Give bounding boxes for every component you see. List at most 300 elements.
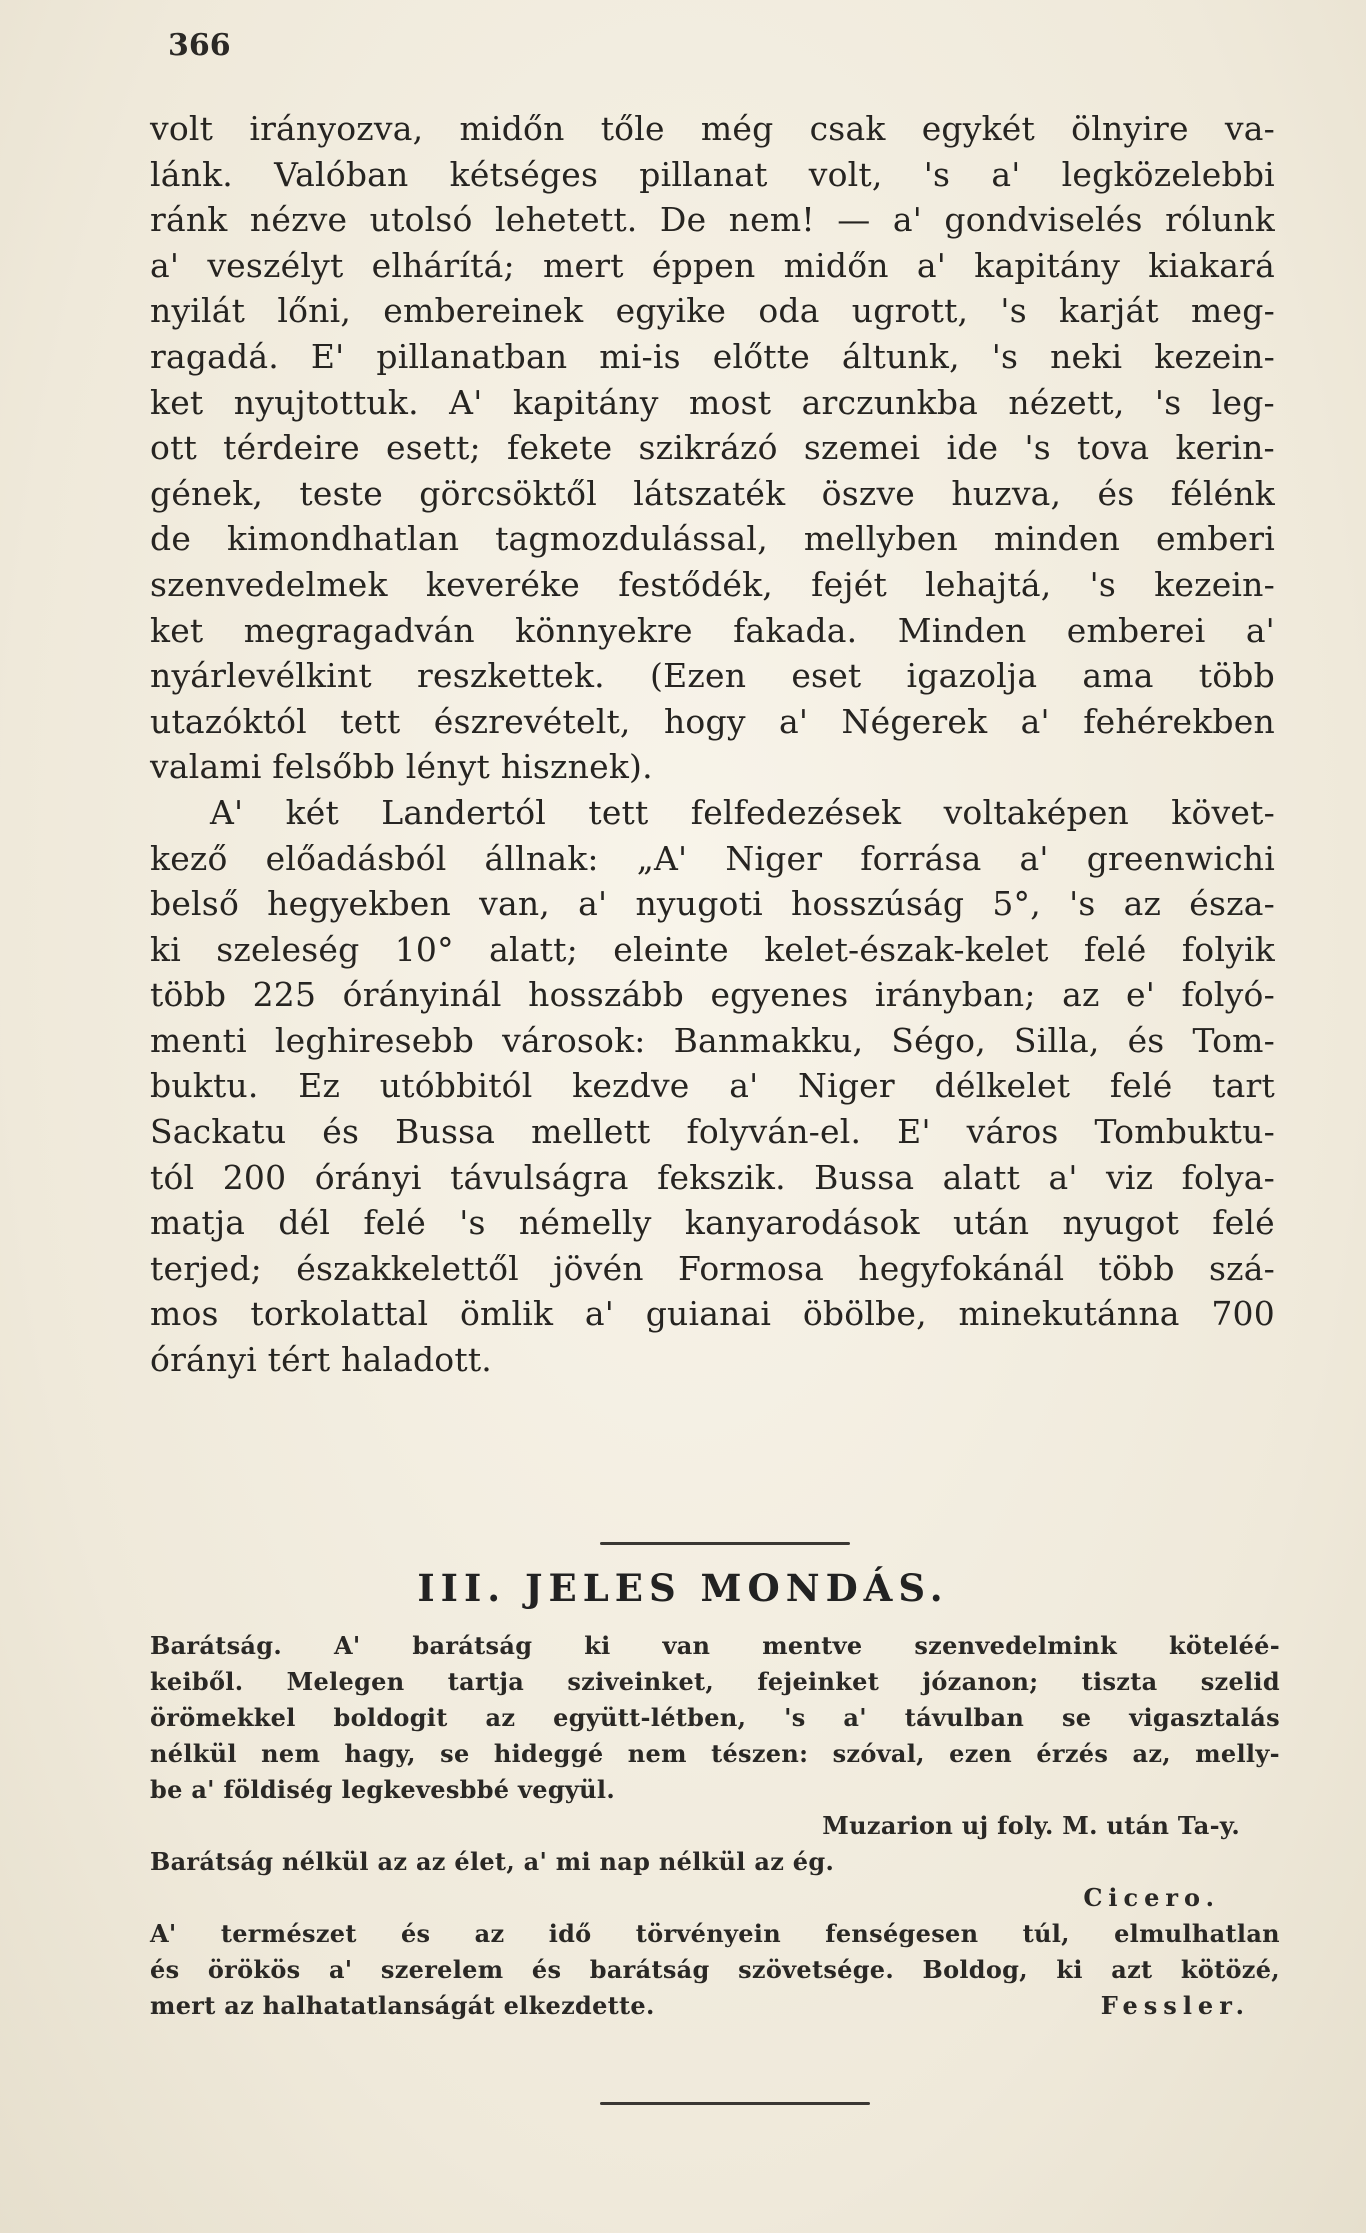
word: az xyxy=(1123,884,1162,924)
word: kezein- xyxy=(1154,564,1275,604)
word: tért xyxy=(267,1340,331,1380)
word: A' xyxy=(449,382,483,422)
word: haladott. xyxy=(341,1340,492,1380)
text-line xyxy=(150,1109,1275,1155)
quote-line xyxy=(150,1664,1280,1700)
word: elhárítá; xyxy=(371,245,515,285)
word: karját xyxy=(1059,291,1159,331)
word: nézve xyxy=(249,200,348,240)
word: és xyxy=(150,1955,180,1984)
word: ki xyxy=(150,929,181,969)
word: előtte xyxy=(712,336,810,376)
word: — xyxy=(837,200,871,240)
text-line xyxy=(150,562,1275,608)
word: E' xyxy=(897,1112,931,1152)
word: elmulhatlan xyxy=(1114,1919,1280,1948)
word: egyike xyxy=(615,291,727,331)
word: órányinál xyxy=(342,975,502,1015)
word: volt xyxy=(150,109,214,148)
word: minekutánna xyxy=(958,1294,1180,1334)
word: arczunkba xyxy=(801,382,979,422)
word: buktu. xyxy=(150,1066,259,1106)
word: az, xyxy=(1132,1739,1171,1768)
word: keiből. xyxy=(150,1667,244,1696)
word: kanyarodások xyxy=(684,1203,920,1243)
word: folya- xyxy=(1181,1157,1275,1197)
word: ömlik xyxy=(459,1294,554,1334)
word: örömekkel xyxy=(150,1703,296,1732)
section-divider-top xyxy=(600,1542,850,1545)
word: lehetett. xyxy=(495,200,638,240)
word: és xyxy=(322,1112,360,1152)
text-line xyxy=(150,608,1275,654)
word: a' xyxy=(779,701,809,741)
word: távulban xyxy=(904,1703,1025,1732)
word: a' xyxy=(150,245,180,285)
word: fejét xyxy=(811,564,887,604)
word: öszve xyxy=(821,473,916,513)
word: azt xyxy=(1111,1955,1153,1984)
word: neki xyxy=(1050,336,1123,376)
word: lényt xyxy=(405,747,490,787)
word: északkelettől xyxy=(296,1248,519,1288)
word: ama xyxy=(1082,656,1154,696)
word: se xyxy=(440,1739,470,1768)
word: fenségesen xyxy=(825,1919,979,1948)
word: 's xyxy=(923,154,951,194)
word: látszaték xyxy=(633,473,786,513)
word: érzés xyxy=(1036,1739,1109,1768)
attribution-fessler: Fessler. xyxy=(1100,1991,1250,2020)
word: Tom- xyxy=(1192,1020,1275,1060)
word: Niger xyxy=(725,838,823,878)
word: be xyxy=(150,1775,183,1804)
page-number: 366 xyxy=(168,28,231,63)
word: vigasztalás xyxy=(1129,1703,1280,1732)
text-line xyxy=(150,836,1275,882)
word: hegyfokánál xyxy=(858,1248,1065,1288)
word: egykét xyxy=(921,109,1035,148)
word: eleinte xyxy=(613,929,729,969)
word: tiszta xyxy=(1081,1667,1158,1696)
word: irányozva, xyxy=(249,109,424,148)
word: a' xyxy=(991,154,1021,194)
word: a' xyxy=(892,200,923,240)
word: mi-is xyxy=(599,336,681,376)
word: fakada. xyxy=(733,610,858,650)
word: minden xyxy=(993,519,1121,559)
word: nyugoti xyxy=(635,884,763,924)
word: fekete xyxy=(507,428,613,468)
word: a' xyxy=(1048,1157,1078,1197)
word: mellett xyxy=(531,1112,651,1152)
word: utolsó xyxy=(369,200,473,240)
word: 10° xyxy=(394,929,454,969)
word: hosszább xyxy=(528,975,685,1015)
word: legkevesbbé xyxy=(341,1775,510,1804)
word: keveréke xyxy=(425,564,581,604)
word: barátság xyxy=(589,1955,710,1984)
word: természet xyxy=(220,1919,357,1948)
text-line xyxy=(150,1063,1275,1109)
text-line xyxy=(150,790,1275,836)
word: veszélyt xyxy=(207,245,344,285)
text-line xyxy=(150,425,1275,471)
word: esett; xyxy=(386,428,481,468)
word: ott xyxy=(150,428,197,468)
word: a' xyxy=(578,884,608,924)
word: alatt; xyxy=(489,929,578,969)
text-line xyxy=(150,197,1275,243)
word: tészen: xyxy=(711,1739,809,1768)
word: guianai xyxy=(645,1294,772,1334)
word: a' xyxy=(916,245,947,285)
word: sziveinket, xyxy=(567,1667,715,1696)
word: kimondhatlan xyxy=(226,519,460,559)
word: és xyxy=(1127,1020,1165,1060)
word: legközelebbi xyxy=(1061,154,1275,194)
word: hisznek). xyxy=(500,747,653,787)
word: délkelet xyxy=(934,1066,1071,1106)
word: huzva, xyxy=(951,473,1062,513)
word: Valóban xyxy=(274,154,409,194)
word: állnak: xyxy=(484,838,599,878)
word: 225 xyxy=(252,975,317,1015)
word: valami xyxy=(150,747,262,787)
text-line xyxy=(150,243,1275,289)
word: de xyxy=(150,519,192,559)
word: görcsöktől xyxy=(419,473,597,513)
word: Sackatu xyxy=(150,1112,287,1152)
word: gének, xyxy=(150,473,264,513)
word: 200 xyxy=(222,1157,287,1197)
word: idő xyxy=(548,1919,592,1948)
word: A' xyxy=(150,1919,177,1948)
word: rólunk xyxy=(1165,200,1275,240)
word: 's xyxy=(1089,564,1116,604)
word: felsőbb xyxy=(272,747,396,787)
word: mentve xyxy=(762,1631,863,1660)
quote-cicero xyxy=(150,1844,1280,1880)
word: folyik xyxy=(1181,929,1275,969)
word: va- xyxy=(1224,109,1275,148)
word: szá- xyxy=(1208,1248,1275,1288)
word: igazolja xyxy=(906,656,1038,696)
word: a' xyxy=(843,1703,867,1732)
word: követ- xyxy=(1171,792,1275,832)
word: pillanat xyxy=(639,154,768,194)
word: szövetsége. xyxy=(738,1955,895,1984)
quotes-block xyxy=(150,1628,1280,2024)
word: Niger xyxy=(798,1066,895,1106)
word: embereinek xyxy=(383,291,584,331)
word: felfedezések xyxy=(690,792,902,832)
word: barátság xyxy=(412,1631,533,1660)
word: hegyekben xyxy=(267,884,451,924)
text-line xyxy=(150,106,1275,152)
word: örökös xyxy=(207,1955,301,1984)
word: alatt xyxy=(942,1157,1021,1197)
word: tett xyxy=(340,701,401,741)
word: a' xyxy=(1245,610,1275,650)
word: Boldog, xyxy=(922,1955,1028,1984)
text-line xyxy=(150,1018,1275,1064)
text-line xyxy=(150,1200,1275,1246)
text-line xyxy=(150,927,1275,973)
word: tart xyxy=(1212,1066,1275,1106)
word: Silla, xyxy=(1013,1020,1100,1060)
word: megragadván xyxy=(243,610,475,650)
word: kapitány xyxy=(512,382,659,422)
text-line xyxy=(150,516,1275,562)
text-line xyxy=(150,653,1275,699)
word: ezen xyxy=(949,1739,1012,1768)
word: „A' xyxy=(636,838,688,878)
attribution-text: Cicero. xyxy=(1083,1883,1220,1912)
word: több xyxy=(150,975,227,1015)
word: 's xyxy=(1024,428,1051,468)
text-line xyxy=(150,380,1275,426)
word: van xyxy=(662,1631,711,1660)
word: nyárlevélkint xyxy=(150,656,372,696)
word: józanon; xyxy=(922,1667,1039,1696)
word: a' xyxy=(729,1066,759,1106)
quote-line xyxy=(150,1952,1280,1988)
text-line xyxy=(150,471,1275,517)
word: szerelem xyxy=(380,1955,504,1984)
text-line xyxy=(150,699,1275,745)
quote-line xyxy=(150,1916,1280,1952)
word: Ségo, xyxy=(891,1020,986,1060)
word: hogy xyxy=(663,701,746,741)
word: 's xyxy=(459,1203,486,1243)
word: 's xyxy=(1069,884,1096,924)
word: kelet-észak-kelet xyxy=(764,929,1049,969)
word: kező xyxy=(150,838,228,878)
word: ki xyxy=(1056,1955,1083,1984)
word: a' xyxy=(1020,701,1050,741)
word: szenvedelmink xyxy=(914,1631,1118,1660)
word: órányi xyxy=(314,1157,422,1197)
word: kezein- xyxy=(1154,336,1275,376)
word: távulságra xyxy=(450,1157,629,1197)
word: szemei xyxy=(803,428,921,468)
text-line xyxy=(150,152,1275,198)
word: Melegen xyxy=(286,1667,405,1696)
text-line xyxy=(150,334,1275,380)
word: földiség xyxy=(223,1775,333,1804)
word: mos xyxy=(150,1294,219,1334)
word: meg- xyxy=(1191,291,1275,331)
word: van, xyxy=(479,884,550,924)
word: szóval, xyxy=(832,1739,925,1768)
word: kapitány xyxy=(974,245,1121,285)
word: fejeinket xyxy=(757,1667,880,1696)
word: 700 xyxy=(1211,1294,1275,1334)
word: Ez xyxy=(298,1066,341,1106)
word: vegyül. xyxy=(518,1775,615,1804)
word: Minden xyxy=(897,610,1027,650)
word: (Ezen xyxy=(650,656,747,696)
word: szenvedelmek xyxy=(150,564,388,604)
word: után xyxy=(952,1203,1030,1243)
word: Banmakku, xyxy=(673,1020,864,1060)
word: csak xyxy=(809,109,886,148)
word: folyván-el. xyxy=(686,1112,862,1152)
word: lánk. xyxy=(150,154,233,194)
word: se xyxy=(1061,1703,1092,1732)
word: város xyxy=(966,1112,1059,1152)
word: teste xyxy=(299,473,383,513)
word: Barátság. xyxy=(150,1631,283,1660)
word: felé xyxy=(363,1203,427,1243)
word: oda xyxy=(758,291,820,331)
word: szeleség xyxy=(216,929,360,969)
word: mellyben xyxy=(803,519,958,559)
word: a' xyxy=(328,1955,353,1984)
word: szikrázó xyxy=(638,428,778,468)
word: belső xyxy=(150,884,240,924)
word: kétséges xyxy=(449,154,599,194)
quote-fessler-last-line xyxy=(150,1988,1280,2024)
word: midőn xyxy=(459,109,565,148)
word: órányi xyxy=(150,1340,257,1380)
word: nem! xyxy=(728,200,815,240)
text-line xyxy=(150,1291,1275,1337)
word: 's xyxy=(1000,291,1027,331)
word: szelid xyxy=(1200,1667,1280,1696)
word: túl, xyxy=(1022,1919,1070,1948)
section-divider-bottom xyxy=(600,2102,870,2105)
word: félénk xyxy=(1170,473,1275,513)
word: köteléé- xyxy=(1168,1631,1280,1660)
quote-line xyxy=(150,1700,1280,1736)
word: együtt-létben, xyxy=(553,1703,747,1732)
word: tett xyxy=(588,792,649,832)
word: 5°, xyxy=(992,884,1041,924)
text-line xyxy=(150,1155,1275,1201)
word: és xyxy=(1097,473,1135,513)
word: Formosa xyxy=(678,1248,824,1288)
word: Bussa xyxy=(395,1112,496,1152)
word: volt, xyxy=(808,154,883,194)
word: előadásból xyxy=(265,838,447,878)
word: leghiresebb xyxy=(274,1020,475,1060)
quote-line xyxy=(150,1736,1280,1772)
word: áltunk, xyxy=(841,336,960,376)
word: menti xyxy=(150,1020,247,1060)
word: 's xyxy=(991,336,1019,376)
word: leg- xyxy=(1211,382,1275,422)
word: utazóktól xyxy=(150,701,307,741)
word: eset xyxy=(791,656,862,696)
word: Bussa xyxy=(814,1157,915,1197)
word: észrevételt, xyxy=(433,701,631,741)
quote-text: mert az halhatatlanságát elkezdette. xyxy=(150,1991,655,2020)
word: ugrott, xyxy=(851,291,969,331)
word: éppen xyxy=(651,245,756,285)
word: nézett, xyxy=(1008,382,1125,422)
word: folyó- xyxy=(1181,975,1275,1015)
word: nem xyxy=(261,1739,321,1768)
word: az xyxy=(1062,975,1100,1015)
word: tova xyxy=(1077,428,1150,468)
word: nyilát xyxy=(150,291,246,331)
word: tőle xyxy=(600,109,665,148)
word: és xyxy=(400,1919,431,1948)
word: öbölbe, xyxy=(802,1294,927,1334)
word: emberi xyxy=(1155,519,1275,559)
word: nem xyxy=(627,1739,687,1768)
word: a' xyxy=(1019,838,1049,878)
word: több xyxy=(1098,1248,1175,1288)
word: az xyxy=(485,1703,516,1732)
attribution-cicero xyxy=(150,1880,1280,1916)
word: ki xyxy=(584,1631,611,1660)
text-line xyxy=(150,744,1275,790)
word: az xyxy=(474,1919,505,1948)
word: viz xyxy=(1106,1157,1154,1197)
word: A' xyxy=(333,1631,361,1660)
word: felé xyxy=(1083,929,1147,969)
word: fekszik. xyxy=(657,1157,786,1197)
word: irányban; xyxy=(874,975,1036,1015)
word: lehajtá, xyxy=(925,564,1052,604)
word: gondviselés xyxy=(944,200,1143,240)
word: boldogit xyxy=(333,1703,448,1732)
text-line xyxy=(150,972,1275,1018)
word: két xyxy=(285,792,339,832)
word: tagmozdulással, xyxy=(495,519,768,559)
word: kezdve xyxy=(572,1066,690,1106)
word: hosszúság xyxy=(790,884,965,924)
main-text-block xyxy=(150,106,1275,1383)
word: észa- xyxy=(1189,884,1275,924)
attribution-text: Muzarion uj foly. M. után Ta-y. xyxy=(822,1811,1240,1840)
word: greenwichi xyxy=(1086,838,1275,878)
word: festődék, xyxy=(618,564,773,604)
word: a' xyxy=(584,1294,615,1334)
word: reszkettek. xyxy=(416,656,605,696)
word: hideggé xyxy=(493,1739,604,1768)
word: ragadá. xyxy=(150,336,279,376)
word: ránk xyxy=(150,200,228,240)
word: térdeire xyxy=(223,428,360,468)
word: emberei xyxy=(1066,610,1206,650)
word: több xyxy=(1198,656,1275,696)
word: 's xyxy=(784,1703,806,1732)
word: dél xyxy=(278,1203,331,1243)
quote-line xyxy=(150,1628,1280,1664)
word: és xyxy=(531,1955,562,1984)
word: kötözé, xyxy=(1180,1955,1280,1984)
word: felé xyxy=(1212,1203,1275,1243)
word: fehérekben xyxy=(1083,701,1275,741)
text-line xyxy=(150,1337,1275,1383)
word: 's xyxy=(1154,382,1182,422)
text-line xyxy=(150,1246,1275,1292)
word: tól xyxy=(150,1157,195,1197)
word: Tombuktu- xyxy=(1094,1112,1275,1152)
word: nyugot xyxy=(1062,1203,1180,1243)
word: kerin- xyxy=(1175,428,1275,468)
word: nyujtottuk. xyxy=(233,382,419,422)
word: hagy, xyxy=(344,1739,416,1768)
word: e' xyxy=(1126,975,1156,1015)
word: pillanatban xyxy=(376,336,568,376)
word: De xyxy=(659,200,707,240)
word: A' xyxy=(210,792,244,832)
